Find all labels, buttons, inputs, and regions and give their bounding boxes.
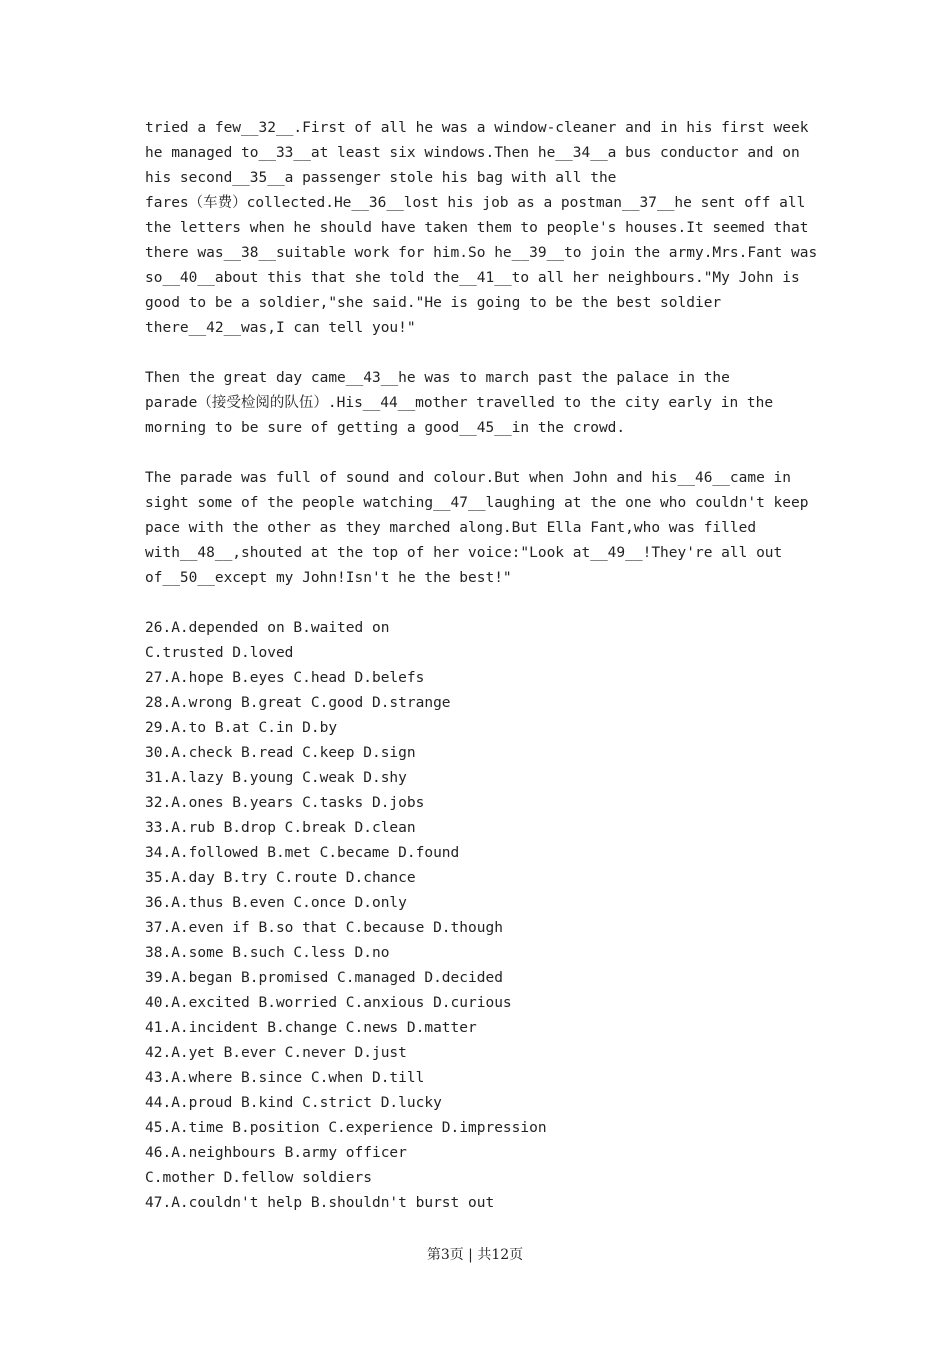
page-number-label: 第3页 | 共12页 <box>426 1247 524 1263</box>
passage-paragraph-3 <box>145 466 809 591</box>
option-line: 28.A.wrong B.great C.good D.strange <box>145 695 451 711</box>
passage-paragraph-1 <box>145 116 818 341</box>
passage-line: morning to be sure of getting a good__45__in the crowd. <box>145 420 626 436</box>
passage-line: the letters when he should have taken them to people's houses.It seemed that <box>145 220 809 236</box>
option-line: 42.A.yet B.ever C.never D.just <box>145 1045 407 1061</box>
passage-paragraph-2 <box>145 366 805 441</box>
passage-line: good to be a soldier,"she said."He is going to be the best soldier <box>145 295 722 311</box>
option-line: 26.A.depended on B.waited on <box>145 620 390 636</box>
passage-line: fares（车费）collected.He__36__lost his job as a postman__37__he sent off all <box>145 195 806 211</box>
option-line: 34.A.followed B.met C.became D.found <box>145 845 460 861</box>
passage-line: sight some of the people watching__47__laughing at the one who couldn't keep <box>145 495 809 511</box>
option-line: 44.A.proud B.kind C.strict D.lucky <box>145 1095 442 1111</box>
passage-line: parade（接受检阅的队伍）.His__44__mother travelled to the city early in the <box>145 395 774 411</box>
option-line: 41.A.incident B.change C.news D.matter <box>145 1020 477 1036</box>
option-line: C.mother D.fellow soldiers <box>145 1170 372 1186</box>
page-content <box>145 116 818 1216</box>
option-line: 29.A.to B.at C.in D.by <box>145 720 338 736</box>
passage-line: tried a few__32__.First of all he was a window-cleaner and in his first week <box>145 120 809 136</box>
option-line: 43.A.where B.since C.when D.till <box>145 1070 425 1086</box>
option-line: 31.A.lazy B.young C.weak D.shy <box>145 770 407 786</box>
answer-options-list <box>145 616 805 1216</box>
option-line: 47.A.couldn't help B.shouldn't burst out <box>145 1195 495 1211</box>
passage-line: pace with the other as they marched along.But Ella Fant,who was filled <box>145 520 757 536</box>
passage-line: there was__38__suitable work for him.So he__39__to join the army.Mrs.Fant was <box>145 245 818 261</box>
passage-line: with__48__,shouted at the top of her voice:"Look at__49__!They're all out <box>145 545 783 561</box>
passage-line: he managed to__33__at least six windows.Then he__34__a bus conductor and on <box>145 145 800 161</box>
option-line: 39.A.began B.promised C.managed D.decided <box>145 970 503 986</box>
option-line: 36.A.thus B.even C.once D.only <box>145 895 407 911</box>
passage-line: there__42__was,I can tell you!" <box>145 320 416 336</box>
option-line: 33.A.rub B.drop C.break D.clean <box>145 820 416 836</box>
option-line: 46.A.neighbours B.army officer <box>145 1145 407 1161</box>
option-line: 38.A.some B.such C.less D.no <box>145 945 390 961</box>
option-line: 35.A.day B.try C.route D.chance <box>145 870 416 886</box>
passage-line: so__40__about this that she told the__41__to all her neighbours."My John is <box>145 270 800 286</box>
page-footer <box>0 1244 950 1264</box>
passage-line: his second__35__a passenger stole his bag with all the <box>145 170 617 186</box>
option-line: C.trusted D.loved <box>145 645 294 661</box>
passage-line: of__50__except my John!Isn't he the best!" <box>145 570 512 586</box>
option-line: 40.A.excited B.worried C.anxious D.curious <box>145 995 512 1011</box>
option-line: 30.A.check B.read C.keep D.sign <box>145 745 416 761</box>
passage-line: Then the great day came__43__he was to march past the palace in the <box>145 370 730 386</box>
option-line: 27.A.hope B.eyes C.head D.belefs <box>145 670 425 686</box>
option-line: 45.A.time B.position C.experience D.impression <box>145 1120 547 1136</box>
passage-line: The parade was full of sound and colour.But when John and his__46__came in <box>145 470 792 486</box>
option-line: 32.A.ones B.years C.tasks D.jobs <box>145 795 425 811</box>
option-line: 37.A.even if B.so that C.because D.though <box>145 920 503 936</box>
